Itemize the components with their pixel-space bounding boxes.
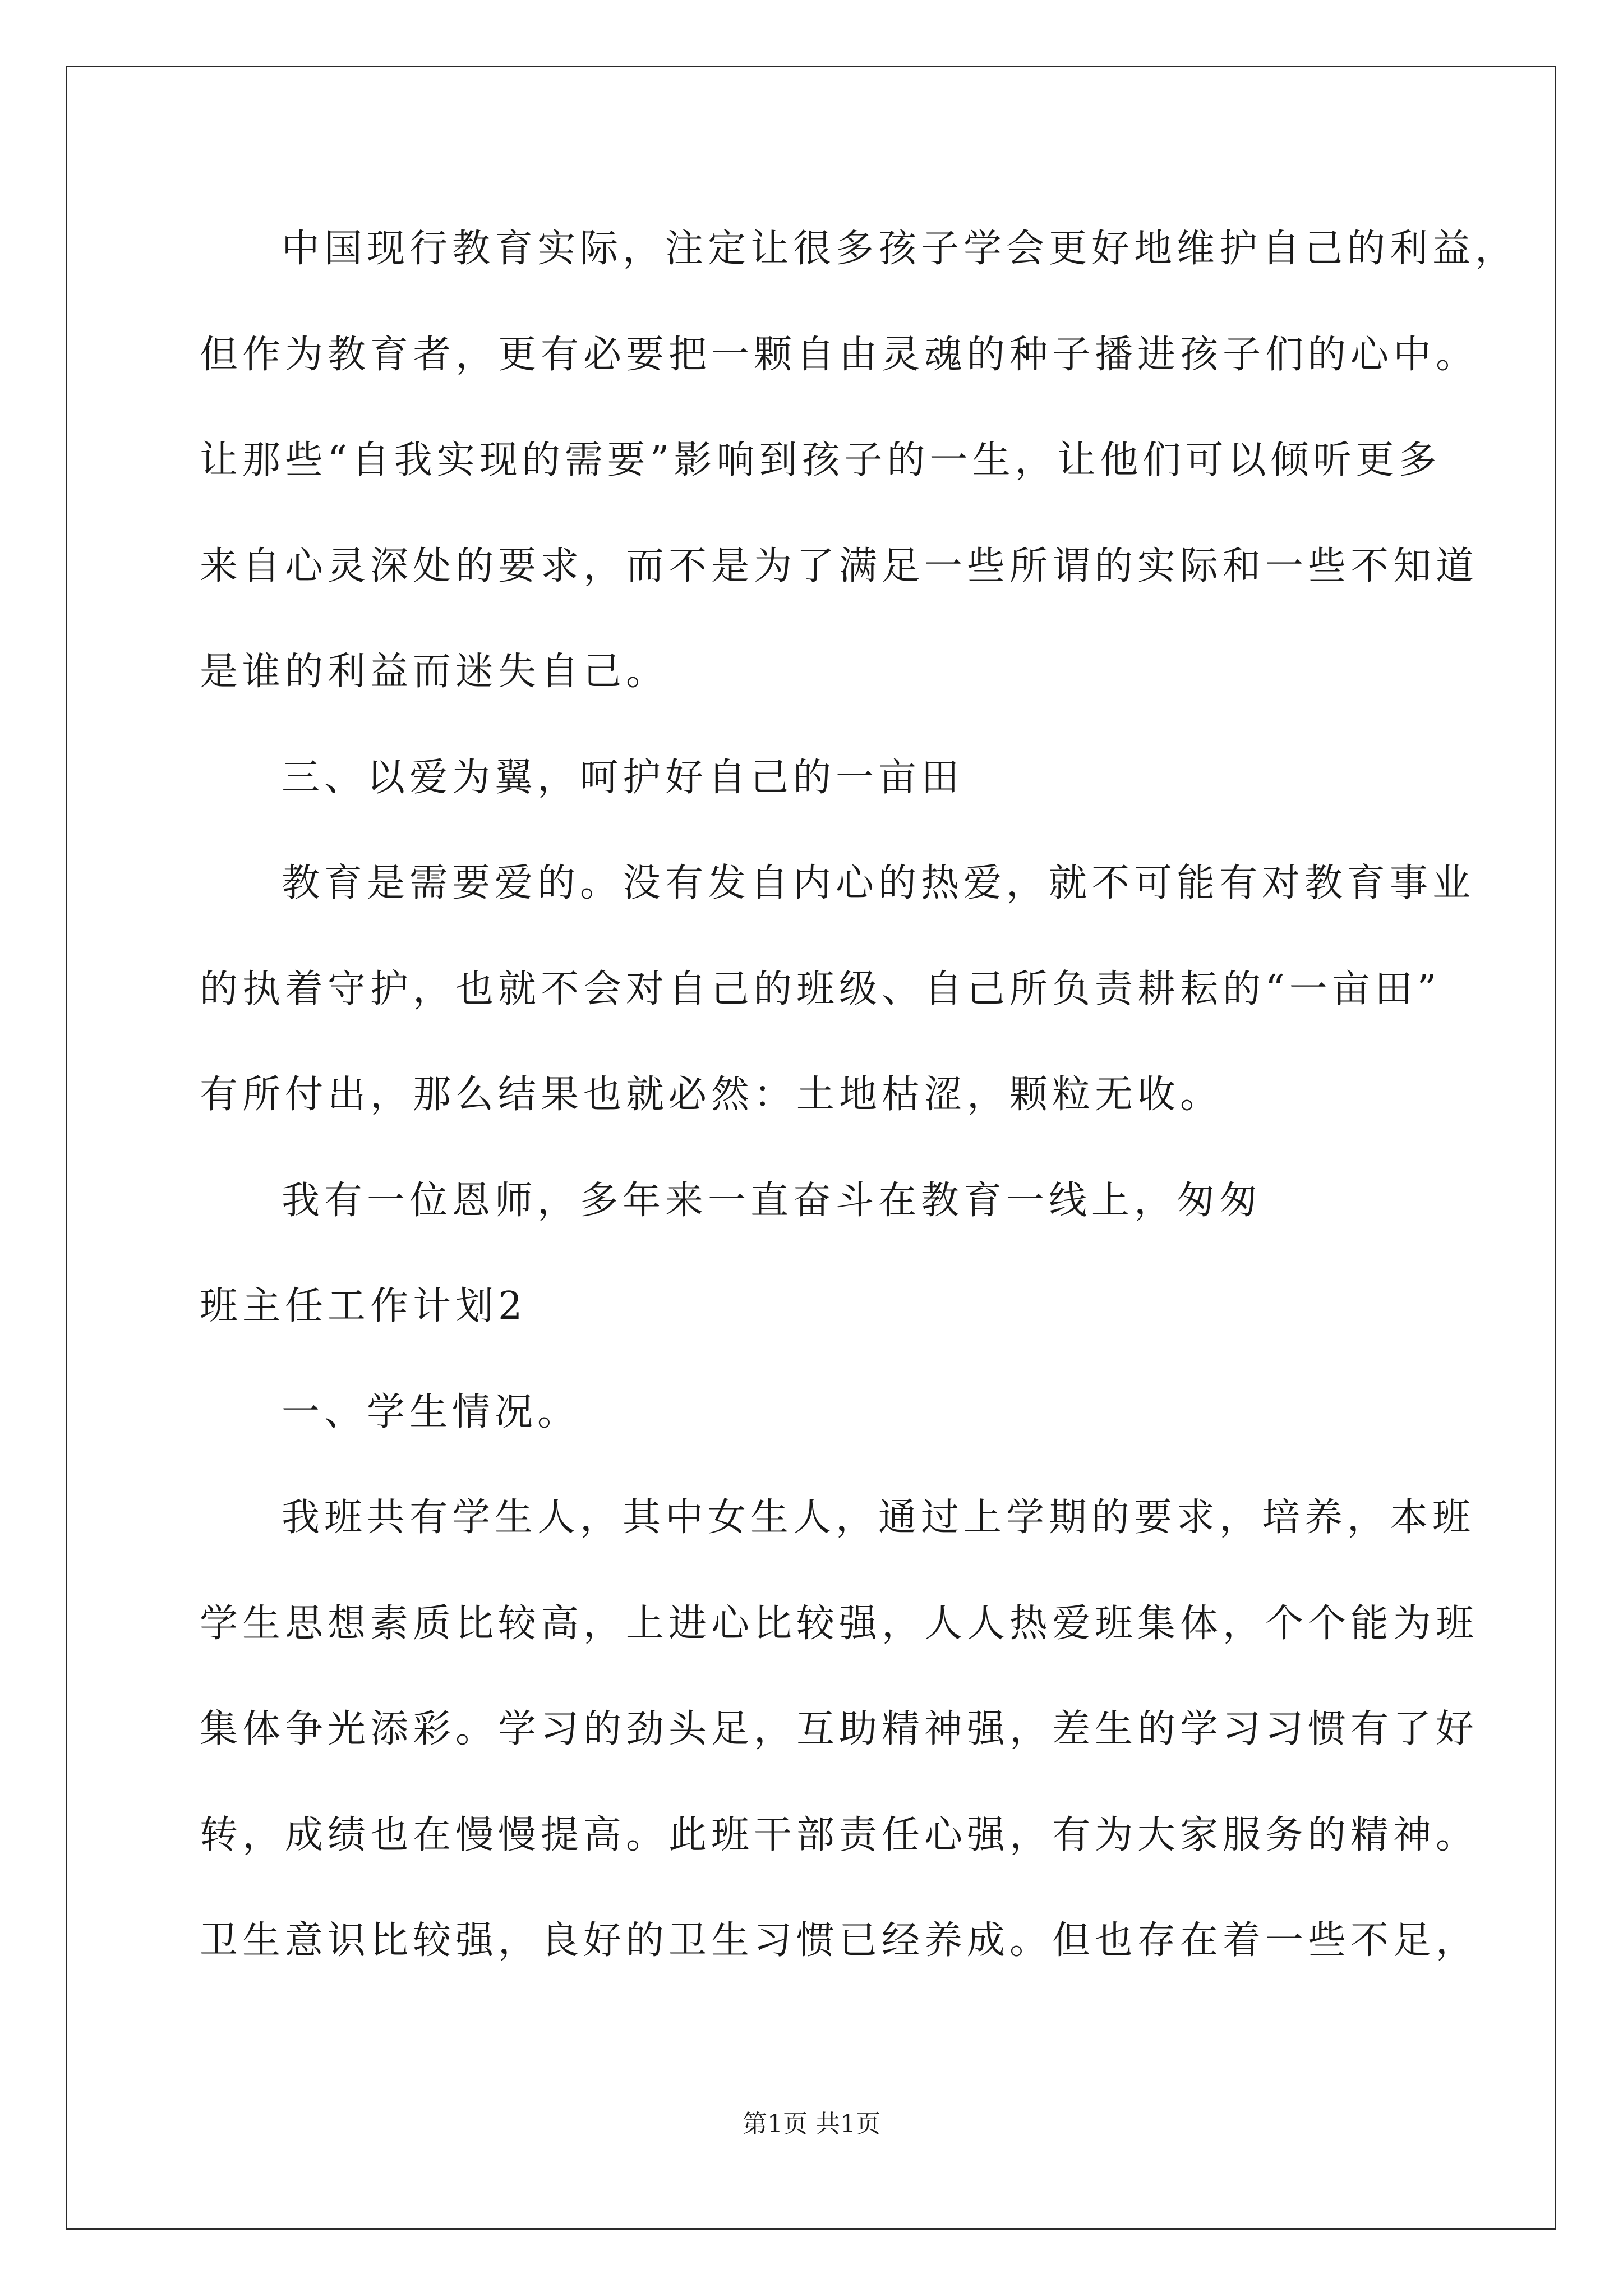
section-heading: 一、学生情况。 (282, 1389, 580, 1434)
section-heading: 三、以爱为翼，呵护好自己的一亩田 (282, 755, 964, 800)
text-line: 让那些“自我实现的需要”影响到孩子的一生，让他们可以倾听更多 (200, 438, 1441, 482)
document-body (200, 196, 1518, 1994)
text-line: 是谁的利益而迷失自己。 (200, 650, 669, 694)
text-line: 来自心灵深处的要求，而不是为了满足一些所谓的实际和一些不知道 (200, 544, 1479, 588)
page-number-footer: 第1页 共1页 (743, 2110, 880, 2138)
text-line: 教育是需要爱的。没有发自内心的热爱，就不可能有对教育事业 (282, 861, 1476, 905)
text-line: 我有一位恩师，多年来一直奋斗在教育一线上，匆匆 (282, 1178, 1262, 1223)
text-line: 卫生意识比较强，良好的卫生习惯已经养成。但也存在着一些不足， (200, 1918, 1479, 1963)
text-line: 的执着守护，也就不会对自己的班级、自己所负责耕耘的“一亩田” (200, 967, 1441, 1011)
text-line: 集体争光添彩。学习的劲头足，互助精神强，差生的学习习惯有了好 (200, 1707, 1479, 1751)
text-line: 我班共有学生人，其中女生人，通过上学期的要求，培养，本班 (282, 1496, 1476, 1540)
document-title: 班主任工作计划2 (200, 1284, 527, 1328)
text-line: 中国现行教育实际，注定让很多孩子学会更好地维护自己的利益， (282, 227, 1518, 271)
text-line: 但作为教育者，更有必要把一颗自由灵魂的种子播进孩子们的心中。 (200, 332, 1479, 377)
text-line: 转，成绩也在慢慢提高。此班干部责任心强，有为大家服务的精神。 (200, 1812, 1479, 1857)
text-line: 有所付出，那么结果也就必然：土地枯涩，颗粒无收。 (200, 1073, 1223, 1117)
text-line: 学生思想素质比较高，上进心比较强，人人热爱班集体，个个能为班 (200, 1601, 1479, 1646)
